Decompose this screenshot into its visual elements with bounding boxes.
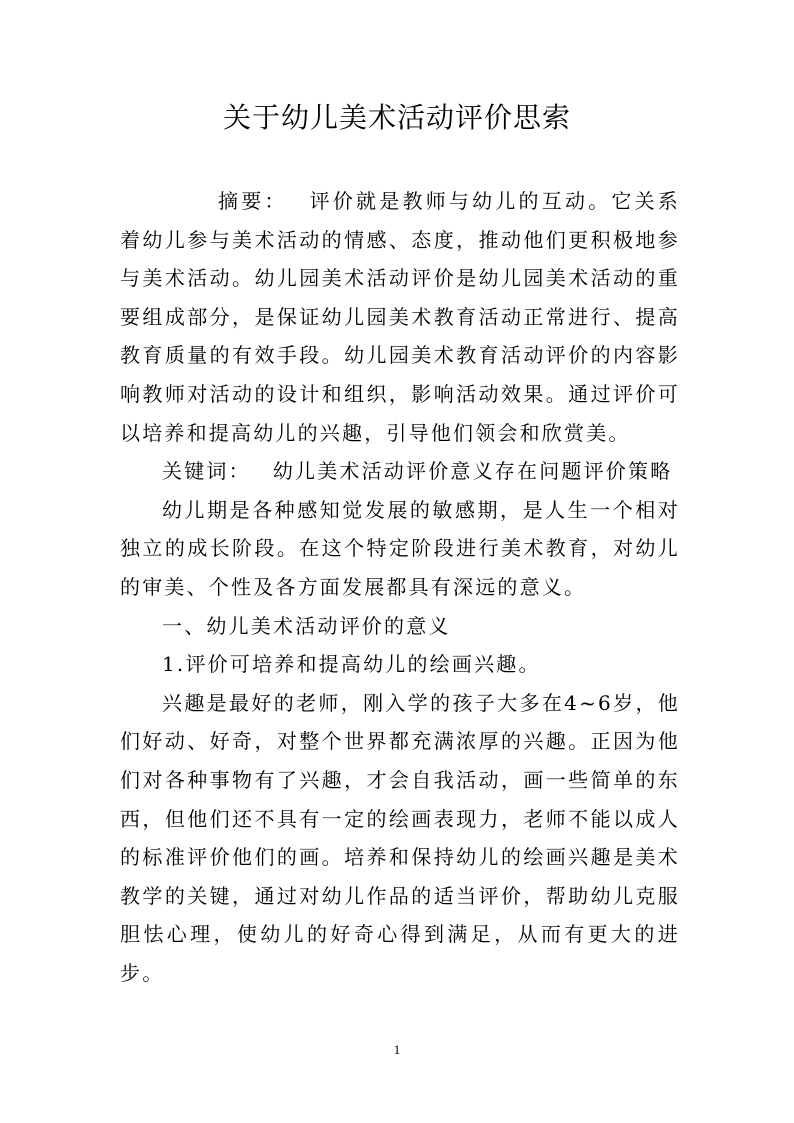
document-body: [120, 182, 680, 992]
document-title: 关于幼儿美术活动评价思索: [222, 101, 571, 134]
abstract-label: 摘要：: [218, 189, 288, 213]
intro-paragraph: 幼儿期是各种感知觉发展的敏感期，是人生一个相对独立的成长阶段。在这个特定阶段进行美术教育，对幼儿的审美、个性及各方面发展都具有深远的意义。: [120, 497, 680, 599]
abstract-text: 评价就是教师与幼儿的互动。它关系着幼儿参与美术活动的情感、态度，推动他们更积极地参与美术活动。幼儿园美术活动评价是幼儿园美术活动的重要组成部分，是保证幼儿园美术教育活动正常进行、提高教育质量的有效手段。幼儿园美术教育活动评价的内容影响教师对活动的设计和组织，影响活动效果。通过评价可以培养和提高幼儿的兴趣，引导他们领会和欣赏美。: [120, 189, 680, 445]
body-paragraph: 兴趣是最好的老师，刚入学的孩子大多在4~6岁，他们好动、好奇，对整个世界都充满浓厚的兴趣。正因为他们对各种事物有了兴趣，才会自我活动，画一些简单的东西，但他们还不具有一定的绘画表现力，老师不能以成人的标准评价他们的画。培养和保持幼儿的绘画兴趣是美术教学的关键，通过对幼儿作品的适当评价，帮助幼儿克服胆怯心理，使幼儿的好奇心得到满足，从而有更大的进步。: [120, 690, 680, 985]
keywords-label: 关键词：: [162, 459, 251, 484]
keywords-text: 幼儿美术活动评价意义存在问题评价策略: [272, 459, 673, 484]
keywords-paragraph: [120, 452, 680, 491]
subsection-heading: 1.评价可培养和提高幼儿的绘画兴趣。: [162, 652, 541, 677]
page-number: 1: [393, 1042, 401, 1057]
section-heading: 一、幼儿美术活动评价的意义: [162, 613, 451, 638]
abstract-paragraph: [120, 182, 680, 452]
